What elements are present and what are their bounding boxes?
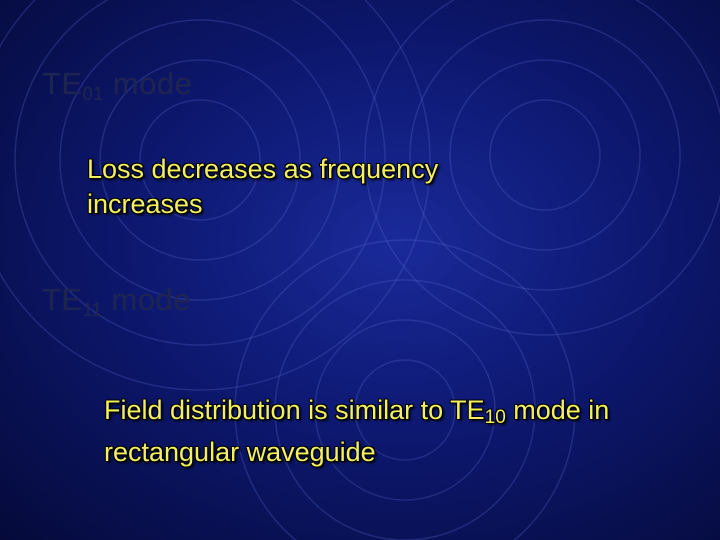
- heading-te11-mode: [42, 282, 191, 321]
- heading-te01-main: TE: [42, 66, 83, 101]
- bullet-field-suffix: mode in rectangular waveguide: [104, 395, 610, 467]
- heading-te01-subscript: 01: [82, 84, 104, 104]
- bullet-field-prefix: Field distribution is similar to TE: [104, 395, 485, 425]
- bullet-field-subscript: 10: [484, 407, 506, 428]
- bullet-loss-decreases: Loss decreases as frequency increases: [87, 154, 439, 219]
- heading-te11-main: TE: [42, 282, 83, 317]
- heading-te01-rest: mode: [103, 66, 193, 101]
- heading-te11-rest: mode: [102, 282, 191, 317]
- heading-te11-subscript: 11: [82, 300, 103, 320]
- bullet-field-distribution: [104, 393, 624, 470]
- heading-te01-mode: [42, 66, 192, 105]
